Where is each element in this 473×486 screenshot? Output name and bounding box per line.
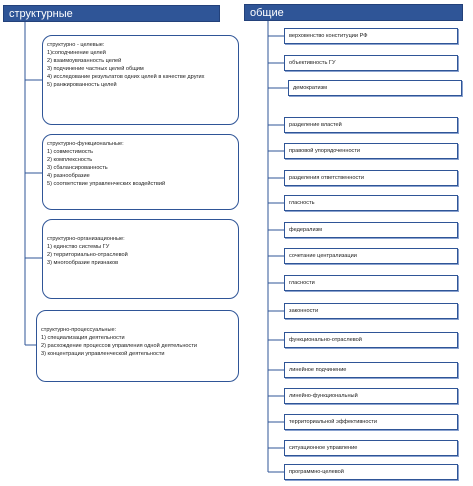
principle-box: гласность [284,195,458,211]
box-title: структурно-функциональные: [47,141,124,147]
list-item: 2) территориально-отраслевой [47,252,128,258]
list-item: 4) разнообразие [47,173,90,179]
list-item: 2) комплексность [47,157,93,163]
list-item: 1) единство системы ГУ [47,244,110,250]
list-item: 3) подчинение частных целей общим [47,66,144,72]
structural-procedural-box [36,310,239,382]
structural-functional-box [42,134,239,210]
principle-box: функционально-отраслевой [284,332,458,348]
principle-box: сочетание централизации [284,248,458,264]
list-item: 1) специализация деятельности [41,335,125,341]
list-item: 5) ранжированность целей [47,82,117,88]
principle-box: демократизм [288,80,462,96]
principle-box: ситуационное управление [284,440,458,456]
principle-box: программно-целевой [284,464,458,480]
list-item: 2) расхождение процессов управления одной деятельности [41,343,198,349]
box-title: структурно-процессуальные: [41,327,117,333]
principle-box: разделения ответственности [284,170,458,186]
box-title: структурно - целевые: [47,42,105,48]
principle-box: объективность ГУ [284,55,458,71]
list-item: 3) многообразие признаков [47,260,119,266]
principle-box: территориальной эффективности [284,414,458,430]
principle-box: разделение властей [284,117,458,133]
list-item: 4) исследование результатов одних целей в качестве других [47,74,205,80]
principle-box: правовой упорядоченности [284,143,458,159]
principle-box: федерализм [284,222,458,238]
list-item: 1) совместимость [47,149,94,155]
list-item: 3) концентрации управленческой деятельности [41,351,165,357]
principle-box: верховенство конституции РФ [284,28,458,44]
principle-box: гласности [284,275,458,291]
list-item: 2) взаимоувязанность целей [47,58,122,64]
general-header: общие [244,4,463,21]
principle-box: линейно-функциональный [284,388,458,404]
box-title: структурно-организационные: [47,236,125,242]
list-item: 5) соответствие управленческих воздействий [47,181,166,187]
list-item: 3) сбалансированность [47,165,108,171]
structural-header: структурные [3,5,220,22]
list-item: 1)соподчинение целей [47,50,106,56]
principle-box: законности [284,303,458,319]
structural-target-box [42,35,239,125]
structural-organizational-box [42,219,239,299]
principle-box: линейное подчинение [284,362,458,378]
